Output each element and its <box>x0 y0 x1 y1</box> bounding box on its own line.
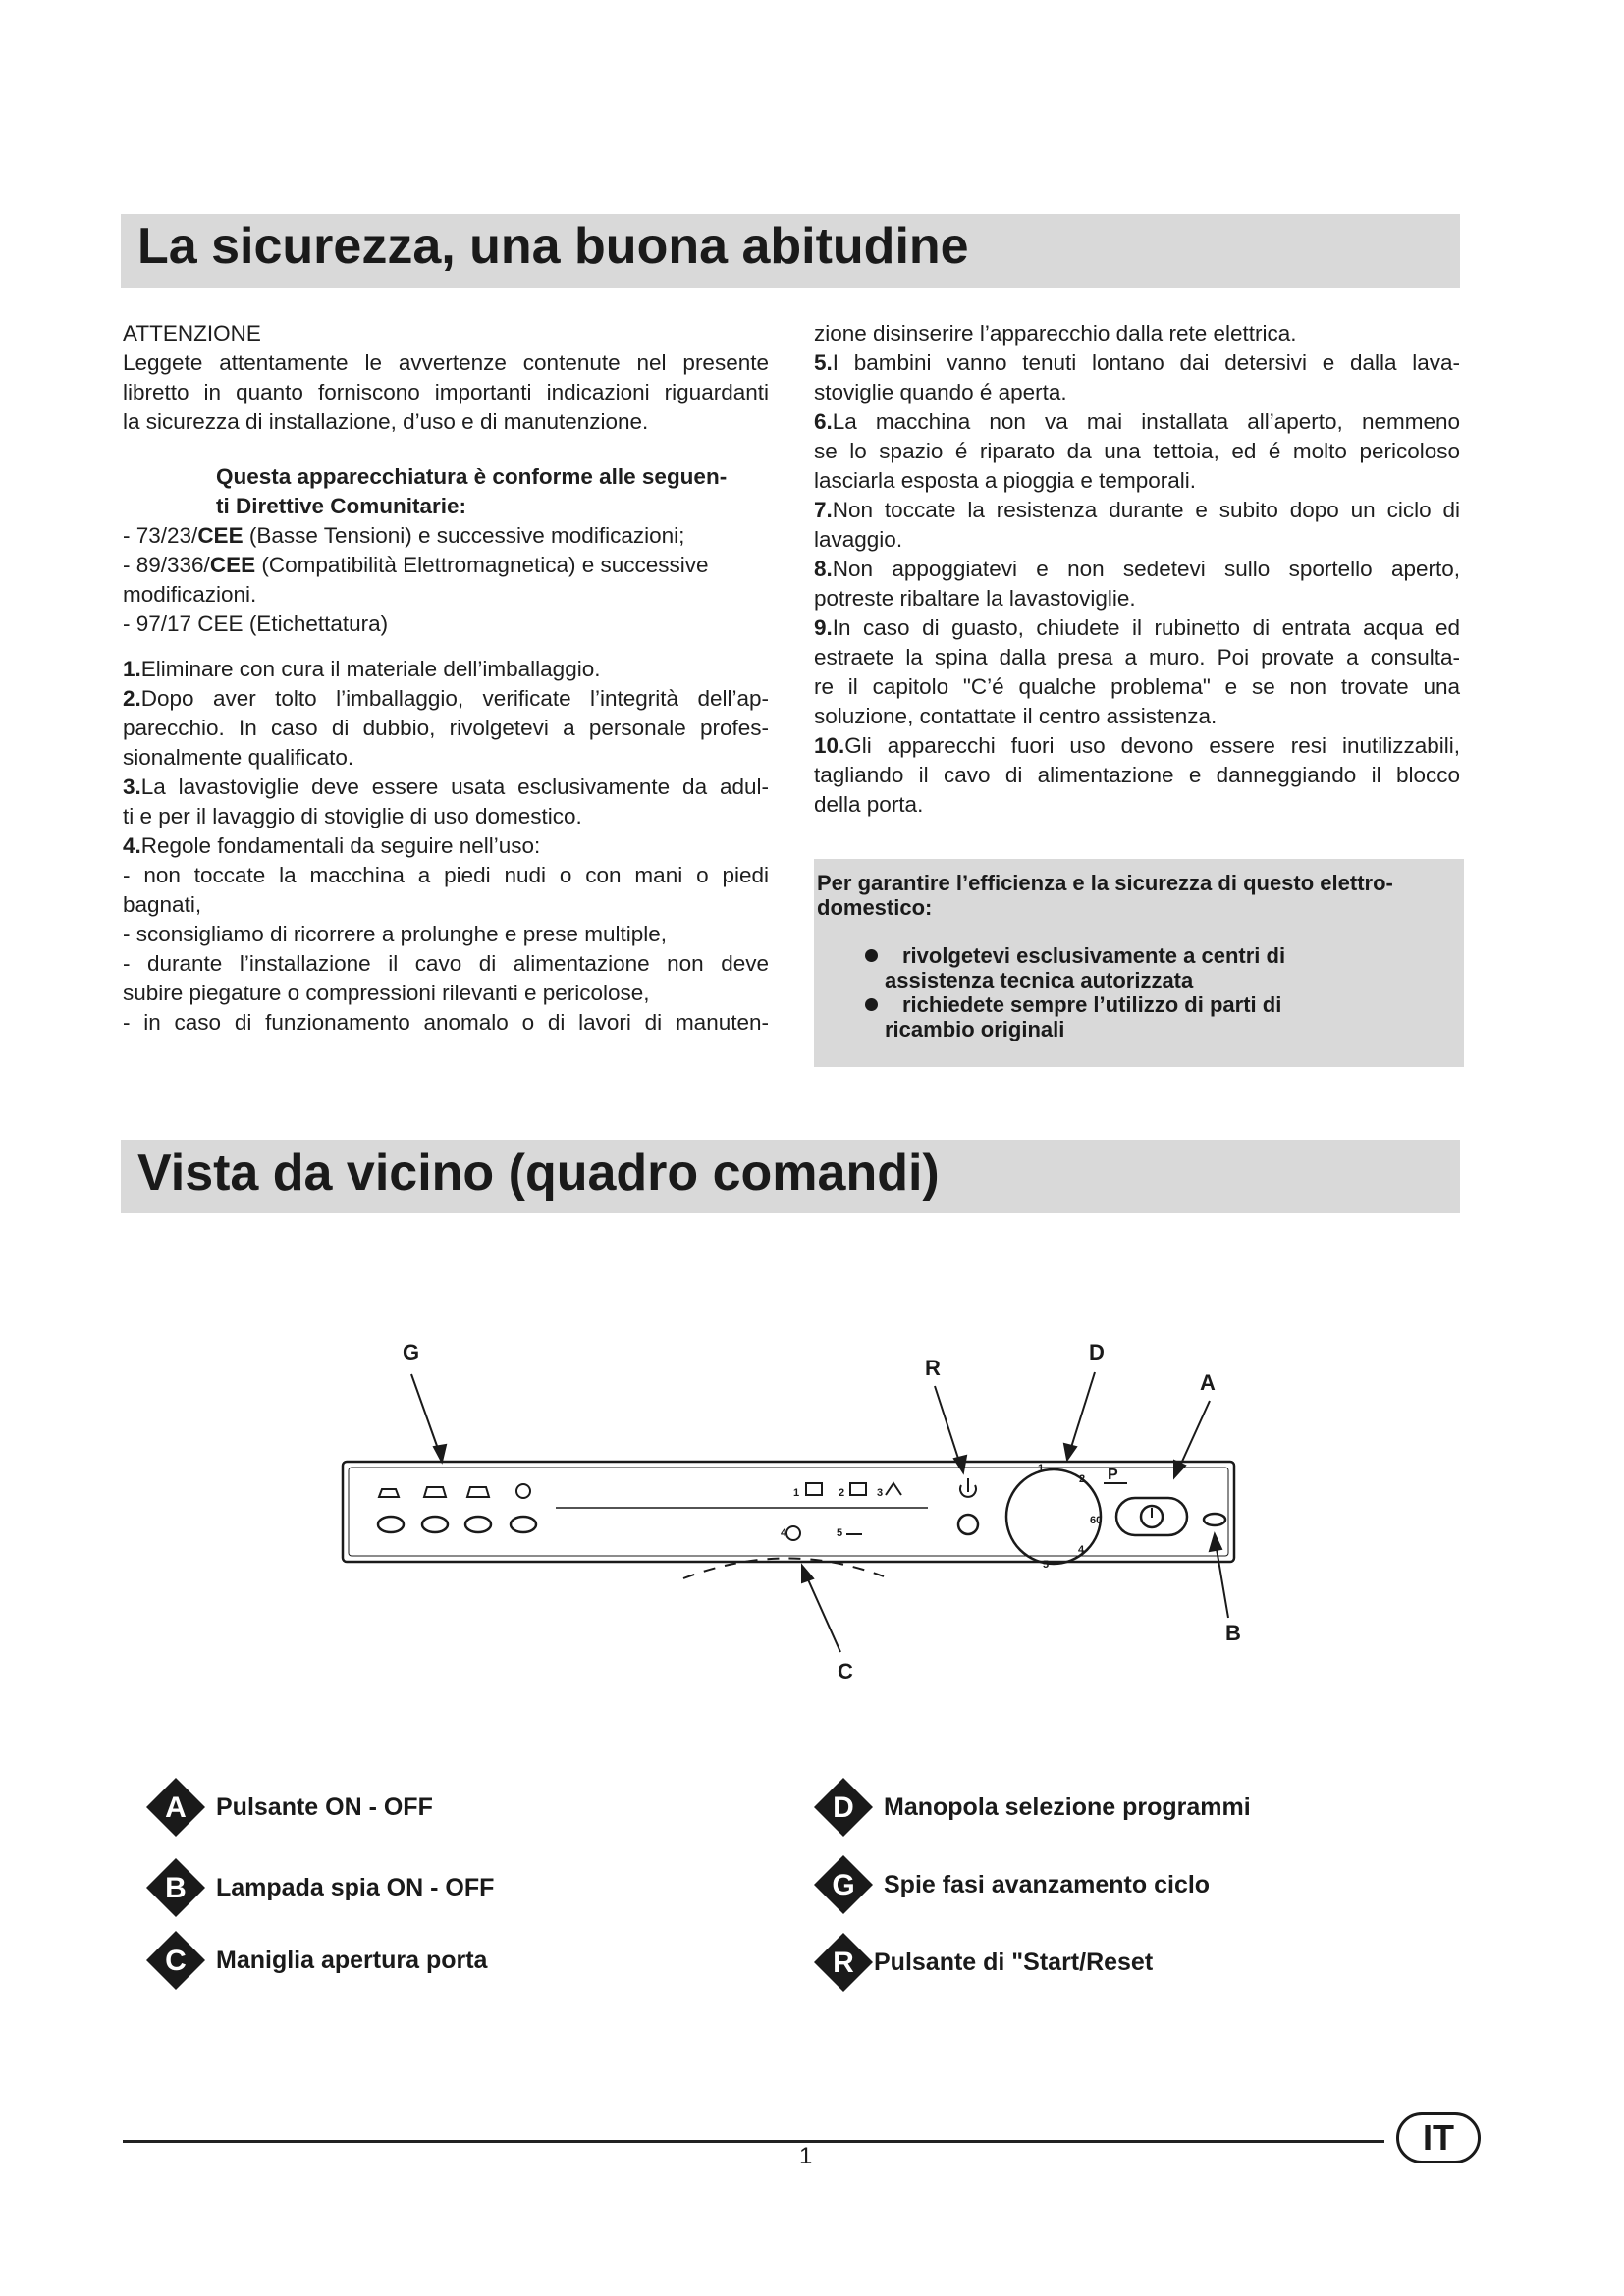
notice-bullet: rivolgetevi esclusivamente a centri di <box>902 943 1286 968</box>
conformity-title: Questa apparecchiatura è conforme alle seguen- <box>216 464 728 489</box>
svg-text:D: D <box>833 1791 854 1824</box>
label-a: A <box>1200 1370 1216 1395</box>
program-mark: 4 <box>781 1527 787 1539</box>
safety-item-9: 9.In caso di guasto, chiudete il rubinetto di entrata acqua ed <box>814 615 1460 640</box>
safety-item-9-cont: re il capitolo "C’é qualche problema" e se non trovate una <box>814 674 1460 699</box>
notice-bullet-cont: ricambio originali <box>885 1017 1065 1041</box>
safety-item-8: 8.Non appoggiatevi e non sedetevi sullo sportello aperto, <box>814 557 1460 581</box>
directive-1: - 73/23/CEE (Basse Tensioni) e successive modificazioni; <box>123 523 685 548</box>
letter-r-icon <box>813 1932 874 1993</box>
safety-item-4-cont: subire piegature o compressioni rilevanti e pericolose, <box>123 981 650 1005</box>
page-number: 1 <box>799 2143 813 2169</box>
safety-item-2-cont: parecchio. In caso di dubbio, rivolgetevi a personale profes- <box>123 716 769 740</box>
notice-line: domestico: <box>817 895 933 920</box>
conformity-title: ti Direttive Comunitarie: <box>216 494 467 518</box>
dial-mark: 5 <box>1043 1559 1050 1571</box>
label-b: B <box>1225 1621 1241 1645</box>
arrow-r <box>954 1456 966 1472</box>
safety-item-3: 3.La lavastoviglie deve essere usata esclusivamente da adul- <box>123 774 769 799</box>
safety-item-2: 2.Dopo aver tolto l’imballaggio, verificate l’integrità dell’ap- <box>123 686 769 711</box>
svg-text:A: A <box>165 1791 187 1824</box>
notice-line: Per garantire l’efficienza e la sicurezza di questo elettro- <box>817 871 1393 895</box>
safety-item-7: 7.Non toccate la resistenza durante e subito dopo un ciclo di <box>814 498 1460 522</box>
program-icon <box>850 1483 866 1495</box>
program-icon <box>886 1483 901 1495</box>
legend-item-d <box>813 1777 1251 1838</box>
dial-mark: 60 <box>1090 1515 1103 1526</box>
svg-text:G: G <box>832 1869 855 1901</box>
legend-item-c <box>145 1930 487 1991</box>
intro-line: la sicurezza di installazione, d’uso e di manutenzione. <box>123 409 649 434</box>
arrow-c <box>802 1566 813 1582</box>
footer-rule <box>123 2140 1384 2143</box>
safety-item-10-cont: della porta. <box>814 792 924 817</box>
panel-inner-outline <box>349 1468 1228 1556</box>
safety-item-1: 1.Eliminare con cura il materiale dell’imballaggio. <box>123 657 601 681</box>
safety-item-3-cont: ti e per il lavaggio di stoviglie di uso domestico. <box>123 804 582 828</box>
arrow-b <box>1210 1534 1221 1551</box>
intro-line: Leggete attentamente le avvertenze contenute nel presente <box>123 350 769 375</box>
program-mark: 1 <box>793 1487 800 1499</box>
legend-label: Maniglia apertura porta <box>216 1946 488 1974</box>
letter-a-icon <box>145 1777 206 1838</box>
reset-icon <box>960 1478 976 1497</box>
legend-label: Spie fasi avanzamento ciclo <box>884 1870 1211 1898</box>
safety-item-5-cont: stoviglie quando é aperta. <box>814 380 1067 404</box>
label-r: R <box>925 1356 941 1380</box>
program-mark: 2 <box>839 1487 845 1499</box>
program-mark: 3 <box>877 1487 884 1499</box>
legend-item-r <box>813 1932 1153 1993</box>
dry-icon <box>516 1484 530 1498</box>
section-title-controls: Vista da vicino (quadro comandi) <box>137 1145 940 1201</box>
svg-text:C: C <box>165 1945 187 1977</box>
svg-text:B: B <box>165 1872 187 1904</box>
phase-lamp <box>422 1517 448 1532</box>
arrow-g <box>434 1445 446 1462</box>
safety-item-9-cont: soluzione, contattate il centro assistenza. <box>814 704 1218 728</box>
pointer-c <box>803 1569 840 1652</box>
directive-2-cont: modificazioni. <box>123 582 257 607</box>
notice-bullet-cont: assistenza tecnica autorizzata <box>885 968 1194 992</box>
label-d: D <box>1089 1340 1105 1364</box>
legend-item-b <box>145 1857 494 1918</box>
safety-item-7-cont: lavaggio. <box>814 527 903 552</box>
language-code: IT <box>1423 2117 1454 2158</box>
start-reset-button <box>958 1515 978 1534</box>
program-icon <box>806 1483 822 1495</box>
letter-d-icon <box>813 1777 874 1838</box>
safety-item-10: 10.Gli apparecchi fuori uso devono essere resi inutilizzabili, <box>814 733 1460 758</box>
letter-g-icon <box>813 1854 874 1915</box>
section-title-safety: La sicurezza, una buona abitudine <box>137 218 969 275</box>
directive-3: - 97/17 CEE (Etichettatura) <box>123 612 389 636</box>
phase-lamp <box>511 1517 536 1532</box>
letter-b-icon <box>145 1857 206 1918</box>
safety-item-4-cont: - sconsigliamo di ricorrere a prolunghe e prese multiple, <box>123 922 668 946</box>
rinse-icon <box>467 1487 489 1497</box>
wash-icon <box>424 1487 446 1497</box>
directive-2: - 89/336/CEE (Compatibilità Elettromagnetica) e successive <box>123 553 709 577</box>
dial-p-mark: P <box>1108 1467 1118 1483</box>
safety-item-6: 6.La macchina non va mai installata all’aperto, nemmeno <box>814 409 1460 434</box>
pointer-d <box>1068 1372 1095 1457</box>
intro-line: libretto in quanto forniscono importanti indicazioni riguardanti <box>123 380 769 404</box>
prewash-icon <box>379 1489 399 1497</box>
letter-c-icon <box>145 1930 206 1991</box>
legend-label: Pulsante di "Start/Reset <box>874 1948 1154 1976</box>
dial-mark: 1 <box>1038 1463 1045 1474</box>
phase-lamp <box>378 1517 404 1532</box>
safety-item-4-cont: zione disinserire l’apparecchio dalla rete elettrica. <box>814 321 1297 346</box>
safety-item-6-cont: lasciarla esposta a pioggia e temporali. <box>814 468 1196 493</box>
label-c: C <box>838 1659 853 1683</box>
notice-bullet: richiedete sempre l’utilizzo di parti di <box>902 992 1282 1017</box>
safety-item-4-cont: - in caso di funzionamento anomalo o di lavori di manuten- <box>123 1010 769 1035</box>
safety-item-8-cont: potreste ribaltare la lavastoviglie. <box>814 586 1136 611</box>
safety-item-5: 5.I bambini vanno tenuti lontano dai detersivi e dalla lava- <box>814 350 1460 375</box>
safety-item-4: 4.Regole fondamentali da seguire nell’uso: <box>123 833 541 858</box>
legend-item-a <box>145 1777 433 1838</box>
legend-label: Manopola selezione programmi <box>884 1792 1251 1821</box>
safety-item-9-cont: estraete la spina dalla presa a muro. Poi provate a consulta- <box>814 645 1460 669</box>
dial-mark: 2 <box>1079 1473 1086 1485</box>
safety-item-2-cont: sionalmente qualificato. <box>123 745 354 770</box>
safety-item-4-cont: bagnati, <box>123 892 202 917</box>
legend-label: Lampada spia ON - OFF <box>216 1873 495 1901</box>
safety-item-10-cont: tagliando il cavo di alimentazione e danneggiando il blocco <box>814 763 1460 787</box>
safety-item-4-cont: - non toccate la macchina a piedi nudi o con mani o piedi <box>123 863 769 887</box>
arrow-a <box>1174 1461 1185 1477</box>
program-mark: 5 <box>837 1527 843 1539</box>
safety-item-4-cont: - durante l’installazione il cavo di alimentazione non deve <box>123 951 769 976</box>
legend-item-g <box>813 1854 1210 1915</box>
program-icon <box>786 1526 800 1540</box>
program-dial <box>1006 1469 1101 1564</box>
arrow-d <box>1064 1444 1076 1460</box>
label-g: G <box>403 1340 420 1364</box>
language-badge <box>1396 2112 1481 2163</box>
dial-mark: 4 <box>1078 1544 1085 1556</box>
attention-heading: ATTENZIONE <box>123 321 261 346</box>
safety-item-6-cont: se lo spazio é riparato da una tettoia, ed é molto pericoloso <box>814 439 1460 463</box>
legend-label: Pulsante ON - OFF <box>216 1792 433 1821</box>
on-off-lamp <box>1204 1514 1225 1525</box>
svg-text:R: R <box>833 1947 854 1979</box>
phase-lamp <box>465 1517 491 1532</box>
